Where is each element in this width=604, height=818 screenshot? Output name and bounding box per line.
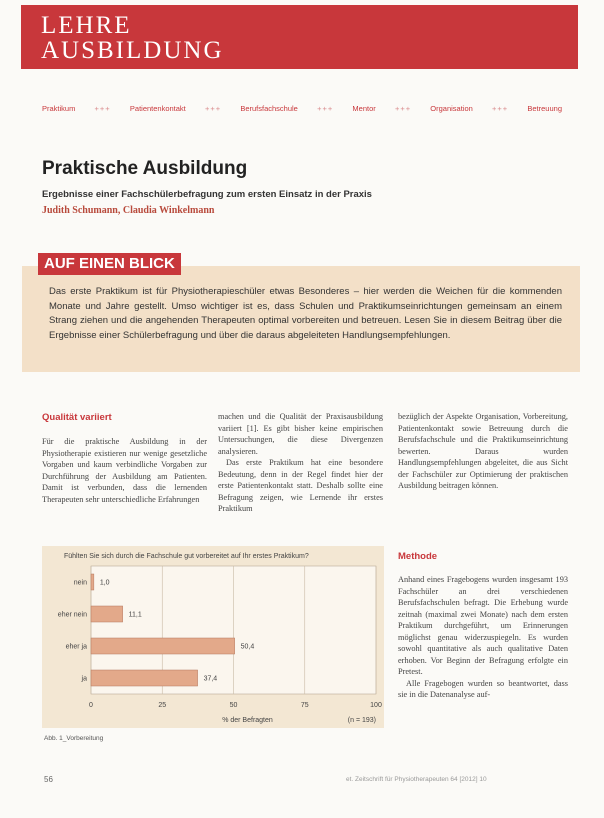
nav-separator: +++ <box>394 104 412 113</box>
nav-separator: +++ <box>94 104 111 113</box>
x-tick-label: 75 <box>300 702 309 709</box>
page-number: 56 <box>44 775 53 784</box>
column-3-text-top <box>398 411 568 492</box>
x-tick-label: 50 <box>229 702 238 709</box>
article-authors: Judith Schumann, Claudia Winkelmann <box>42 205 215 216</box>
y-category-label: eher ja <box>65 643 87 651</box>
nav-item: Praktikum <box>42 104 76 113</box>
article-title: Praktische Ausbildung <box>42 158 248 179</box>
article-subtitle: Ergebnisse einer Fachschülerbefragung zum ersten Einsatz in der Praxis <box>42 189 372 200</box>
nav-separator: +++ <box>204 104 222 113</box>
nav-separator: +++ <box>492 104 509 113</box>
paragraph: bezüglich der Aspekte Organisation, Vorbereitung, Patientenkontakt sowie Betreuung durch die Berufsfachschule und die Praktikumseinrichtung bewerten. Daraus wurden Handlungsempfehlungen abgeleitet, die aus Sicht der Fachschüler zur Optimierung der praktischen Ausbildung beitragen können. <box>398 412 568 490</box>
paragraph: Anhand eines Fragebogens wurden insgesamt 193 Fachschüler an drei verschiedenen Berufsfachschulen befragt. Die Erhebung wurde zeitnah (maximal zwei Monate) nach dem ersten Praktikum durchgeführt, um Erinnerungen möglichst genau widerzuspiegeln. Es wurden sowohl quantitative als auch qualitative Daten erhoben. Vor Beginn der Befragung erfolgte ein Pretest. <box>398 575 568 676</box>
x-tick-label: 0 <box>89 702 93 709</box>
bar <box>91 574 94 590</box>
x-tick-label: 100 <box>370 702 382 709</box>
nav-item: Mentor <box>352 104 376 113</box>
paragraph: Für die praktische Ausbildung in der Physiotherapie existieren nur wenige gesetzliche Vorgaben und kaum verbindliche Vorgaben zur Durchführung der Ausbildung am Patienten. Damit ist verbunden, dass die lernenden Therapeuten sehr unterschiedliche Erfahrungen <box>42 437 207 504</box>
sample-size-label: (n = 193) <box>347 717 376 724</box>
banner-line-1: LEHRE <box>41 12 132 39</box>
paragraph: Das erste Praktikum hat eine besondere Bedeutung, denn in der Regel findet hier der erste Patientenkontakt statt. Deshalb sollte eine Befragung zeigen, wie Lernende ihr erstes Praktikum <box>218 458 383 513</box>
nav-item: Betreuung <box>527 104 562 113</box>
keyword-nav <box>42 104 562 113</box>
bar <box>91 638 235 654</box>
x-tick-label: 25 <box>158 702 167 709</box>
bar <box>91 670 198 686</box>
journal-footer: et. Zeitschrift für Physiotherapeuten 64 [2012] 10 <box>346 776 487 783</box>
figure-caption: Abb. 1_Vorbereitung <box>44 735 104 742</box>
column-1-text <box>42 436 207 505</box>
bar <box>91 606 123 622</box>
data-label: 1,0 <box>99 579 110 587</box>
y-category-label: nein <box>73 579 87 587</box>
data-label: 11,1 <box>128 611 142 619</box>
nav-separator: +++ <box>317 104 334 113</box>
y-category-label: ja <box>81 675 87 683</box>
banner-line-2: AUSBILDUNG <box>41 37 224 64</box>
summary-text: Das erste Praktikum ist für Physiotherapieschüler etwas Besonderes – hier werden die Weichen für die kommenden Monate und Jahre gestellt. Umso wichtiger ist es, dass Schulen und Praktikumseinrichtungen gemeinsam an einem Strang ziehen und die angehenden Therapeuten optimal vorbereiten und betreuen. Lesen Sie in diesem Beitrag über die Ergebnisse einer Schülerbefragung und über die daraus abgeleiteten Handlungsempfehlungen. <box>49 286 562 341</box>
column-2-text <box>218 411 383 515</box>
summary-tag: AUF EINEN BLICK <box>38 253 181 275</box>
nav-item: Organisation <box>430 104 473 113</box>
data-label: 50,4 <box>240 643 255 651</box>
bar-chart <box>42 546 384 728</box>
section-heading-quality: Qualität variiert <box>42 412 112 423</box>
data-label: 37,4 <box>203 675 218 683</box>
section-banner <box>21 5 578 69</box>
x-axis-label: % der Befragten <box>222 717 273 724</box>
nav-item: Patientenkontakt <box>129 104 186 113</box>
section-heading-method: Methode <box>398 551 438 562</box>
y-category-label: eher nein <box>57 611 87 619</box>
paragraph: machen und die Qualität der Praxisausbildung variiert [1]. Es gibt bisher keine empirischen Untersuchungen, die diese Divergenzen analysieren. <box>218 412 383 456</box>
nav-item: Berufsfachschule <box>240 104 298 113</box>
column-3-text-bottom <box>398 574 568 701</box>
paragraph: Alle Fragebogen wurden so beantwortet, dass sie in die Datenanalyse auf- <box>398 678 568 699</box>
chart-title: Fühlten Sie sich durch die Fachschule gut vorbereitet auf Ihr erstes Praktikum? <box>64 553 309 560</box>
